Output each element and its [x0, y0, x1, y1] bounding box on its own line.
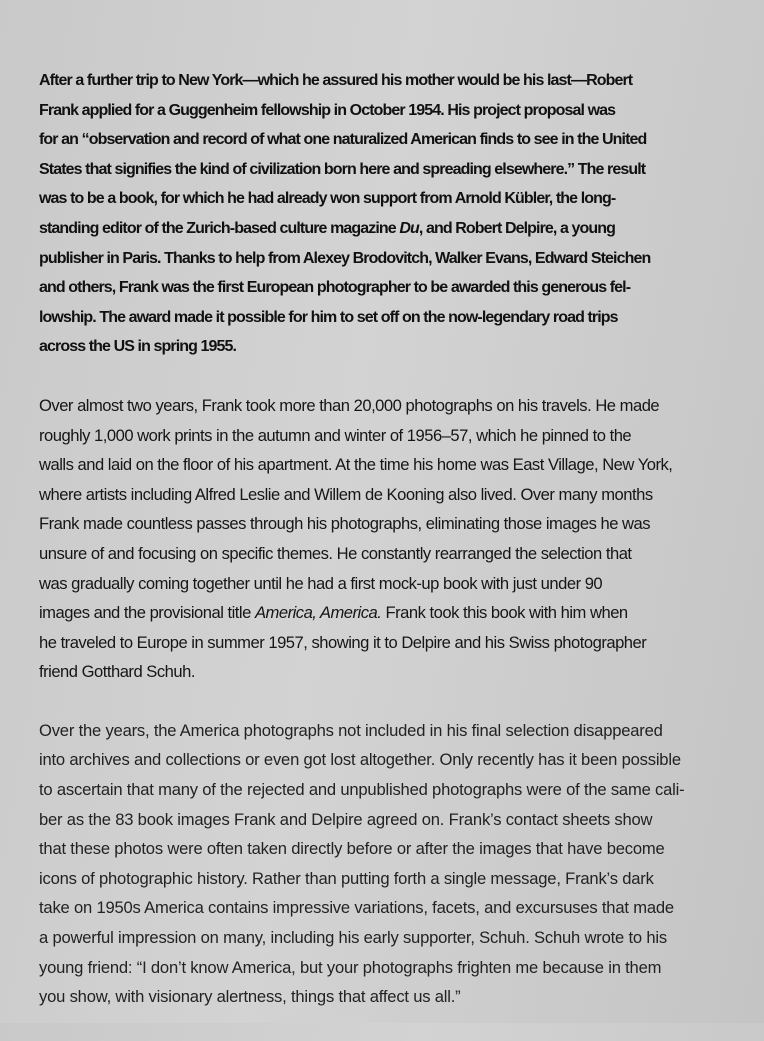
text-line [39, 96, 759, 126]
text-segment: After a further trip to New York—which he assured his mother would be his last—Robert [39, 72, 633, 89]
text-line [39, 184, 759, 214]
text-line [39, 598, 759, 628]
text-segment: across the US in spring 1955. [39, 338, 237, 356]
text-segment: where artists including Alfred Leslie and Willem de Kooning also lived. Over many months [39, 484, 653, 504]
text-segment: unsure of and focusing on specific themes. He constantly rearranged the selection that [39, 543, 632, 563]
paragraph [39, 716, 759, 1012]
text-line [39, 805, 759, 835]
text-segment: walls and laid on the floor of his apartment. At the time his home was East Village, New York, [39, 455, 673, 475]
text-line [39, 125, 759, 155]
text-segment: lowship. The award made it possible for him to set off on the now-legendary road trips [39, 308, 618, 326]
text-line [39, 509, 759, 539]
text-line [39, 716, 759, 746]
text-line [39, 332, 759, 362]
paragraph [39, 66, 759, 362]
text-line [39, 775, 759, 805]
text-line [39, 480, 759, 510]
text-segment: for an “observation and record of what one naturalized American finds to see in the United [39, 131, 647, 149]
text-segment: Over almost two years, Frank took more than 20,000 photographs on his travels. He made [39, 395, 660, 415]
text-line [39, 745, 759, 775]
text-segment: Over the years, the America photographs not included in his final selection disappeared [39, 720, 663, 740]
text-line [39, 66, 759, 96]
text-line [39, 569, 759, 599]
text-segment: Frank applied for a Guggenheim fellowship in October 1954. His project proposal was [39, 101, 616, 119]
text-line [39, 539, 759, 569]
text-segment: that these photos were often taken directly before or after the images that have become [39, 839, 665, 859]
paragraph [39, 391, 759, 687]
text-line [39, 893, 759, 923]
text-line [39, 864, 759, 894]
text-segment: Frank made countless passes through his photographs, eliminating those images he was [39, 514, 651, 534]
text-line [39, 657, 759, 687]
text-line [39, 923, 759, 953]
text-line [39, 273, 759, 303]
text-line [39, 628, 759, 658]
text-segment: young friend: “I don’t know America, but your photographs frighten me because in them [39, 957, 662, 977]
text-line [39, 834, 759, 864]
text-line [39, 303, 759, 333]
text-line [39, 421, 759, 451]
italic-text: Du [399, 219, 419, 237]
text-line [39, 450, 759, 480]
text-line [39, 982, 759, 1012]
text-segment: roughly 1,000 work prints in the autumn and winter of 1956–57, which he pinned to the [39, 425, 632, 445]
text-line [39, 214, 759, 244]
text-segment: to ascertain that many of the rejected and unpublished photographs were of the same cali- [39, 780, 685, 800]
text-segment: ber as the 83 book images Frank and Delpire agreed on. Frank’s contact sheets show [39, 809, 653, 829]
text-segment: , and Robert Delpire, a young [418, 219, 616, 237]
text-segment: into archives and collections or even got lost altogether. Only recently has it been possible [39, 750, 681, 770]
text-line [39, 244, 759, 274]
text-segment: standing editor of the Zurich-based culture magazine [39, 219, 400, 237]
text-segment: was gradually coming together until he had a first mock-up book with just under 90 [39, 573, 603, 593]
text-segment: and others, Frank was the first European photographer to be awarded this generous fel- [39, 279, 631, 297]
text-segment: icons of photographic history. Rather than putting forth a single message, Frank’s dark [39, 868, 654, 888]
text-segment: images and the provisional title [39, 603, 255, 623]
text-segment: friend Gotthard Schuh. [39, 662, 195, 682]
document-page [39, 66, 759, 1041]
text-segment: you show, with visionary alertness, things that affect us all.” [39, 987, 461, 1007]
text-segment: Frank took this book with him when [381, 603, 628, 623]
text-segment: States that signifies the kind of civilization born here and spreading elsewhere.” The result [39, 160, 646, 178]
text-segment: he traveled to Europe in summer 1957, showing it to Delpire and his Swiss photographer [39, 632, 647, 652]
text-line [39, 155, 759, 185]
text-segment: take on 1950s America contains impressive variations, facets, and excursuses that made [39, 898, 674, 918]
italic-text: America, America. [254, 603, 382, 623]
text-segment: a powerful impression on many, including his early supporter, Schuh. Schuh wrote to his [39, 928, 667, 948]
text-segment: was to be a book, for which he had already won support from Arnold Kübler, the long- [39, 190, 616, 208]
text-line [39, 953, 759, 983]
text-segment: publisher in Paris. Thanks to help from Alexey Brodovitch, Walker Evans, Edward Steichen [39, 249, 651, 267]
text-line [39, 391, 759, 421]
